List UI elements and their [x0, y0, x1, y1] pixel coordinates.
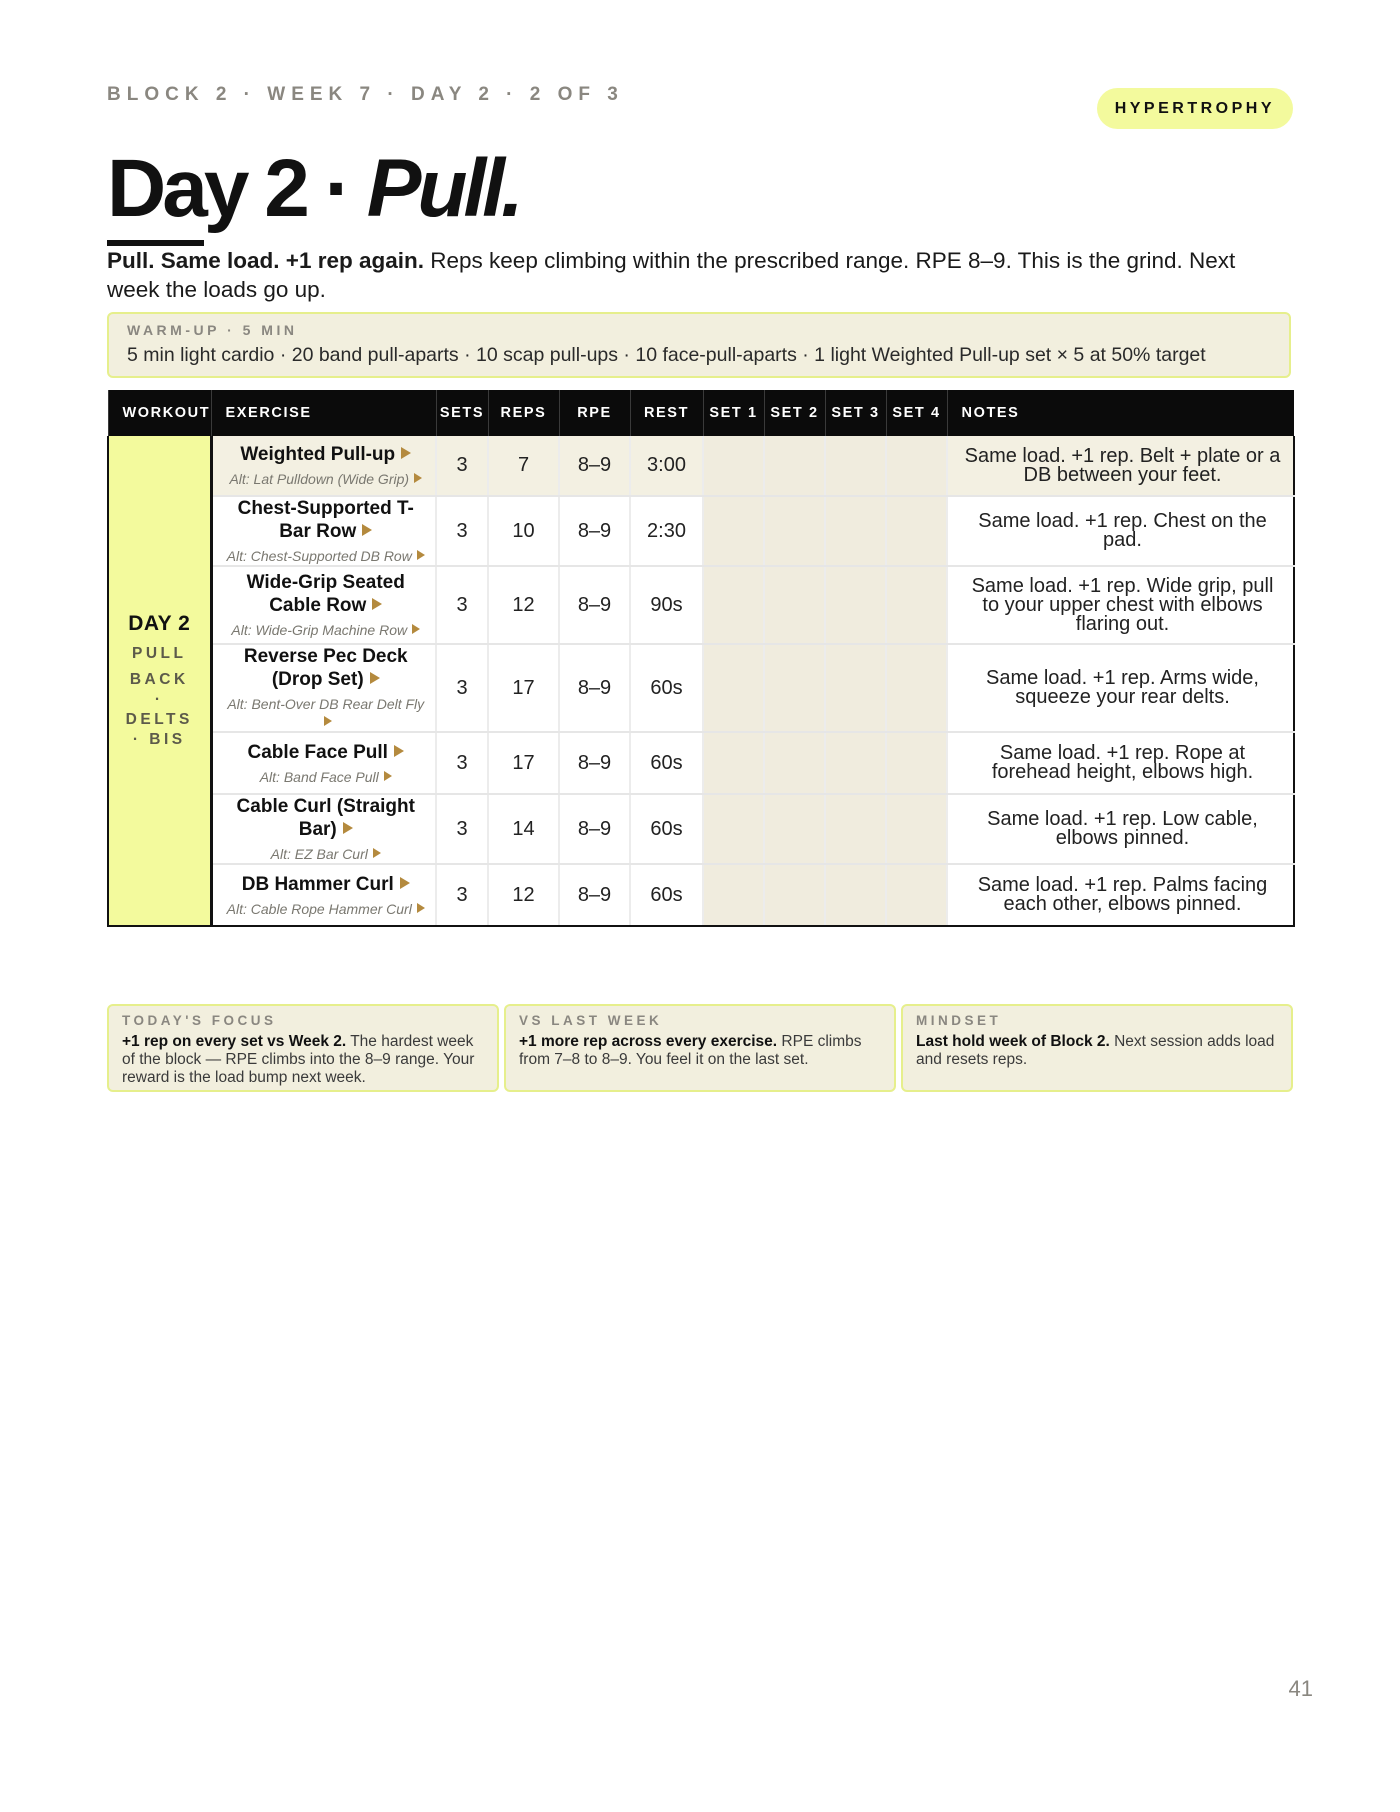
card-text: The hardest week of the block — RPE climbs into the 8–9 range. Your reward is the load bump next week.	[122, 1033, 475, 1086]
rpe-cell: 8–9	[559, 864, 630, 926]
card-vs-last-week	[504, 1004, 896, 1092]
notes-cell: Same load. +1 rep. Arms wide, squeeze your rear delts.	[947, 644, 1294, 732]
card-bold: Last hold week of Block 2.	[916, 1033, 1110, 1050]
notes-cell: Same load. +1 rep. Palms facing each other, elbows pinned.	[947, 864, 1294, 926]
exercise-cell	[211, 732, 436, 794]
card-text: Next session adds load and resets reps.	[916, 1033, 1275, 1068]
exercise-name: Weighted Pull-up	[240, 444, 396, 465]
card-label: MINDSET	[916, 1013, 1002, 1028]
table-row	[108, 436, 1294, 496]
set3-log-cell[interactable]	[825, 644, 886, 732]
exercise-alternative: Alt: Chest-Supported DB Row	[226, 548, 412, 564]
play-triangle-icon[interactable]	[372, 598, 382, 610]
summary-cards	[107, 1004, 1293, 1092]
exercise-alternative: Alt: Bent-Over DB Rear Delt Fly	[227, 696, 425, 712]
rpe-cell: 8–9	[559, 436, 630, 496]
reps-cell: 14	[488, 794, 559, 864]
card-body	[519, 1033, 881, 1069]
play-triangle-icon[interactable]	[394, 745, 404, 757]
set1-log-cell[interactable]	[703, 436, 764, 496]
col-header-rpe: RPE	[559, 390, 630, 436]
set3-log-cell[interactable]	[825, 864, 886, 926]
session-summary	[107, 246, 1293, 304]
set4-log-cell[interactable]	[886, 436, 947, 496]
rest-cell: 60s	[630, 644, 703, 732]
col-header-rest: REST	[630, 390, 703, 436]
table-row	[108, 864, 1294, 926]
title-day: Day 2 ·	[107, 143, 348, 234]
exercise-cell	[211, 864, 436, 926]
play-triangle-icon[interactable]	[414, 473, 422, 483]
sets-cell: 3	[436, 496, 488, 566]
notes-cell: Same load. +1 rep. Rope at forehead height, elbows high.	[947, 732, 1294, 794]
exercise-table	[107, 390, 1295, 927]
card-body	[122, 1033, 484, 1087]
col-header-workout: WORKOUT	[108, 390, 211, 436]
rpe-cell: 8–9	[559, 794, 630, 864]
col-header-set4: SET 4	[886, 390, 947, 436]
set1-log-cell[interactable]	[703, 644, 764, 732]
rest-cell: 60s	[630, 794, 703, 864]
reps-cell: 17	[488, 732, 559, 794]
sets-cell: 3	[436, 732, 488, 794]
col-header-notes: NOTES	[947, 390, 1294, 436]
set3-log-cell[interactable]	[825, 794, 886, 864]
exercise-alternative: Alt: Cable Rope Hammer Curl	[226, 900, 412, 917]
sets-cell: 3	[436, 436, 488, 496]
play-triangle-icon[interactable]	[384, 771, 392, 781]
play-triangle-icon[interactable]	[412, 624, 420, 634]
card-label: VS LAST WEEK	[519, 1013, 663, 1028]
col-header-set1: SET 1	[703, 390, 764, 436]
set2-log-cell[interactable]	[764, 566, 825, 644]
workout-day: DAY 2	[128, 611, 191, 635]
workout-muscle-groups: BACK · DELTS · BIS	[125, 670, 193, 748]
warmup-text: 5 min light cardio · 20 band pull-aparts · 10 scap pull-ups · 10 face-pull-aparts · 1 light Weighted Pull-up set × 5 at 50% target	[127, 344, 1206, 366]
set1-log-cell[interactable]	[703, 794, 764, 864]
set4-log-cell[interactable]	[886, 644, 947, 732]
rpe-cell: 8–9	[559, 732, 630, 794]
sets-cell: 3	[436, 644, 488, 732]
workout-focus: PULL	[132, 644, 187, 662]
reps-cell: 12	[488, 864, 559, 926]
play-triangle-icon[interactable]	[373, 848, 381, 858]
set3-log-cell[interactable]	[825, 732, 886, 794]
table-row	[108, 732, 1294, 794]
program-type-badge: HYPERTROPHY	[1097, 88, 1293, 129]
play-triangle-icon[interactable]	[370, 672, 380, 684]
table-row	[108, 566, 1294, 644]
exercise-alternative: Alt: EZ Bar Curl	[270, 846, 368, 862]
set4-log-cell[interactable]	[886, 496, 947, 566]
sets-cell: 3	[436, 864, 488, 926]
set2-log-cell[interactable]	[764, 732, 825, 794]
set1-log-cell[interactable]	[703, 496, 764, 566]
set1-log-cell[interactable]	[703, 566, 764, 644]
rpe-cell: 8–9	[559, 644, 630, 732]
play-triangle-icon[interactable]	[417, 903, 425, 913]
exercise-cell	[211, 794, 436, 864]
reps-cell: 10	[488, 496, 559, 566]
sets-cell: 3	[436, 566, 488, 644]
exercise-cell	[211, 496, 436, 566]
play-triangle-icon[interactable]	[343, 822, 353, 834]
set4-log-cell[interactable]	[886, 864, 947, 926]
col-header-sets: SETS	[436, 390, 488, 436]
breadcrumb: BLOCK 2 · WEEK 7 · DAY 2 · 2 OF 3	[107, 84, 624, 105]
exercise-cell	[211, 566, 436, 644]
exercise-name: Cable Curl (Straight Bar)	[236, 796, 415, 840]
summary-text: Reps keep climbing within the prescribed range. RPE 8–9. This is the grind. Next week the loads go up.	[107, 248, 1236, 302]
exercise-alternative: Alt: Band Face Pull	[259, 768, 379, 785]
card-label: TODAY'S FOCUS	[122, 1013, 277, 1028]
rest-cell: 60s	[630, 732, 703, 794]
table-row	[108, 496, 1294, 566]
sets-cell: 3	[436, 794, 488, 864]
warmup-label: WARM-UP · 5 MIN	[127, 322, 298, 338]
notes-cell: Same load. +1 rep. Low cable, elbows pinned.	[947, 794, 1294, 864]
exercise-name: Cable Face Pull	[247, 741, 388, 763]
table-row	[108, 794, 1294, 864]
set1-log-cell[interactable]	[703, 732, 764, 794]
set1-log-cell[interactable]	[703, 864, 764, 926]
reps-cell: 12	[488, 566, 559, 644]
card-body	[916, 1033, 1278, 1069]
notes-cell: Same load. +1 rep. Belt + plate or a DB between your feet.	[947, 436, 1294, 496]
play-triangle-icon[interactable]	[401, 447, 411, 459]
notes-cell: Same load. +1 rep. Chest on the pad.	[947, 496, 1294, 566]
set2-log-cell[interactable]	[764, 644, 825, 732]
rpe-cell: 8–9	[559, 496, 630, 566]
exercise-cell	[211, 436, 436, 496]
col-header-set3: SET 3	[825, 390, 886, 436]
exercise-name: Wide-Grip Seated Cable Row	[246, 572, 405, 616]
exercise-name: Reverse Pec Deck (Drop Set)	[243, 646, 408, 690]
exercise-alternative: Alt: Wide-Grip Machine Row	[231, 622, 408, 638]
play-triangle-icon[interactable]	[417, 550, 425, 560]
rpe-cell: 8–9	[559, 566, 630, 644]
set2-log-cell[interactable]	[764, 864, 825, 926]
rest-cell: 90s	[630, 566, 703, 644]
table-row	[108, 644, 1294, 732]
set3-log-cell[interactable]	[825, 436, 886, 496]
notes-cell: Same load. +1 rep. Wide grip, pull to your upper chest with elbows flaring out.	[947, 566, 1294, 644]
reps-cell: 7	[488, 436, 559, 496]
card-todays-focus	[107, 1004, 499, 1092]
card-bold: +1 more rep across every exercise.	[519, 1033, 778, 1050]
card-text: RPE climbs from 7–8 to 8–9. You feel it on the last set.	[519, 1033, 862, 1068]
set2-log-cell[interactable]	[764, 436, 825, 496]
set4-log-cell[interactable]	[886, 732, 947, 794]
workout-cell	[108, 436, 211, 926]
set3-log-cell[interactable]	[825, 566, 886, 644]
exercise-cell	[211, 644, 436, 732]
col-header-reps: REPS	[488, 390, 559, 436]
reps-cell: 17	[488, 644, 559, 732]
exercise-alternative: Alt: Lat Pulldown (Wide Grip)	[229, 471, 410, 487]
rest-cell: 2:30	[630, 496, 703, 566]
set4-log-cell[interactable]	[886, 794, 947, 864]
page-number: 41	[1288, 1676, 1313, 1701]
card-bold: +1 rep on every set vs Week 2.	[122, 1033, 347, 1050]
set4-log-cell[interactable]	[886, 566, 947, 644]
title-session: Pull.	[366, 143, 520, 234]
exercise-name: DB Hammer Curl	[241, 873, 394, 895]
play-triangle-icon[interactable]	[362, 524, 372, 536]
page-title	[107, 143, 520, 234]
set2-log-cell[interactable]	[764, 794, 825, 864]
warmup-box	[107, 312, 1291, 378]
set3-log-cell[interactable]	[825, 496, 886, 566]
col-header-exercise: EXERCISE	[211, 390, 436, 436]
rest-cell: 60s	[630, 864, 703, 926]
play-triangle-icon[interactable]	[400, 877, 410, 889]
rest-cell: 3:00	[630, 436, 703, 496]
card-mindset	[901, 1004, 1293, 1092]
summary-lead: Pull. Same load. +1 rep again.	[107, 248, 424, 273]
col-header-set2: SET 2	[764, 390, 825, 436]
table-header-row	[108, 390, 1294, 436]
set2-log-cell[interactable]	[764, 496, 825, 566]
exercise-name: Chest-Supported T-Bar Row	[237, 498, 414, 542]
play-triangle-icon[interactable]	[324, 716, 332, 726]
